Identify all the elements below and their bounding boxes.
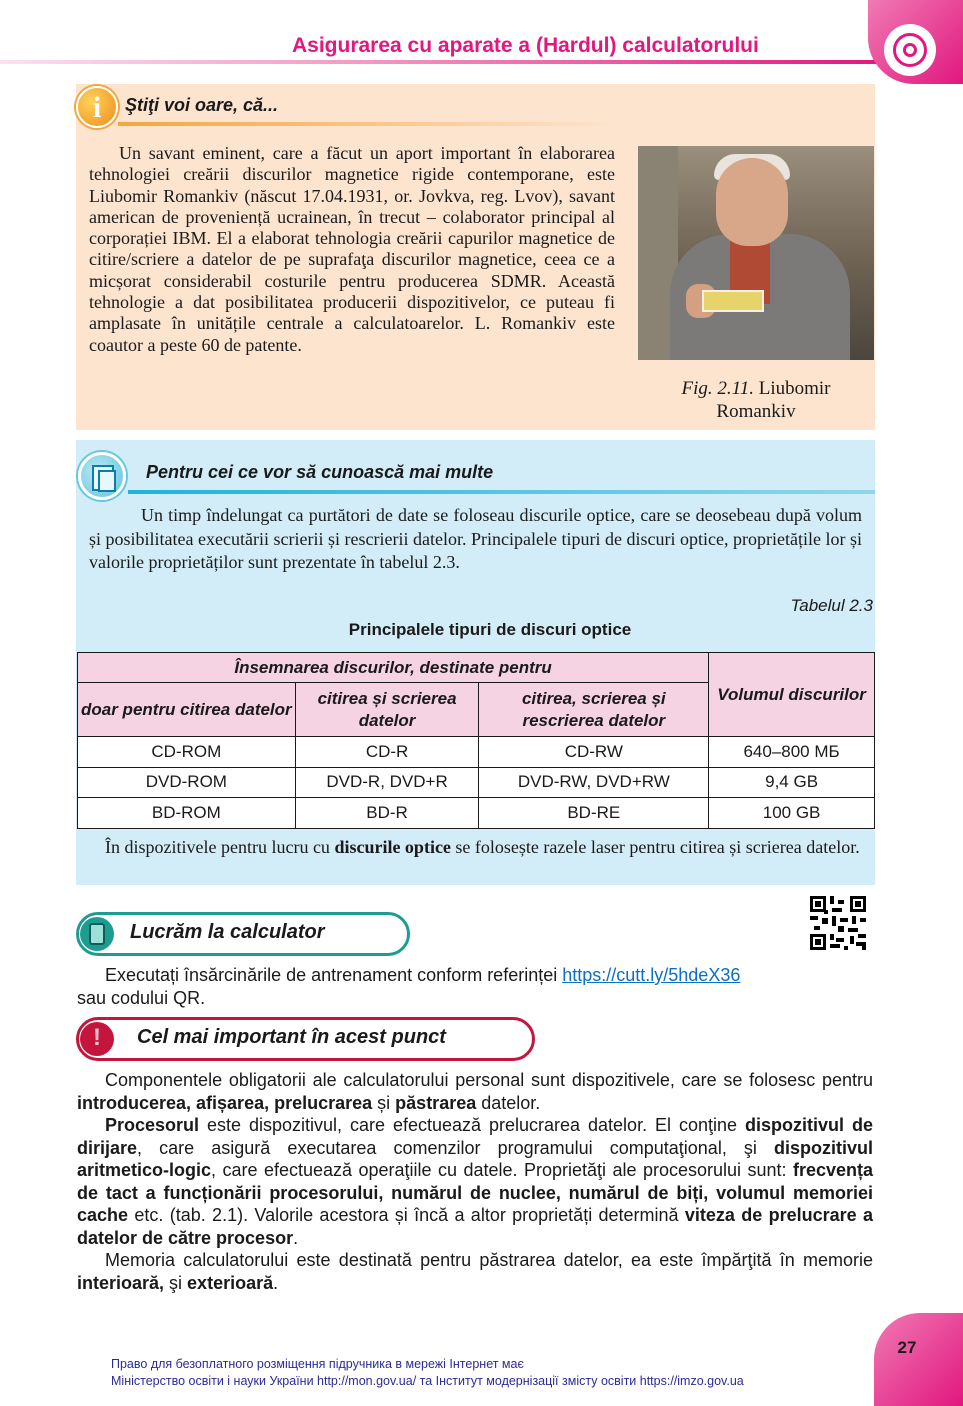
header-rule [0, 60, 878, 64]
info-icon: i [76, 86, 118, 128]
disc-icon [884, 24, 936, 76]
table-number: Tabelul 2.3 [790, 596, 873, 615]
table-cell: CD-ROM [78, 737, 296, 768]
table-cell: BD-RE [479, 798, 709, 829]
page-number-tab [874, 1313, 963, 1406]
footer-line-2: Міністерство освіти і науки України http://mon.gov.ua/ та Інститут модернізації змісту освіти https://imzo.gov.ua [111, 1374, 744, 1388]
did-you-know-text: Un savant eminent, care a făcut un aport important în elaborarea tehnologiei creării discurilor magnetice rigide contemporane, este Liubomir Romankiv (născut 17.04.1931, or. Jovkva, reg. Lvov), savant american de proveniență ucrainean, în trecut – colaborator principal al corporației IBM. El a elaborat tehnologia creării capurilor magnetice de citire/scriere a datelor de pe suprafaţa discurilor magnetice, ceea ce a micșorat considerabil costurile pentru producerea SDMR. Această tehnologie a dat posibilitatea producerii dispozitivelor, ce puteau fi amplasate în unitățile centrale a calculatoarelor. L. Romankiv este coautor a peste 60 de patente. [89, 143, 615, 355]
exercises-link[interactable]: https://cutt.ly/5hdeX36 [562, 965, 741, 985]
table-cell: 640–800 МБ [709, 737, 875, 768]
memory-paragraph: Memoria calculatorului este destinată pentru păstrarea datelor, ea este împărţită în memorie interioară, şi exterioară. [77, 1250, 873, 1293]
table-row [78, 798, 875, 829]
footer-line-1: Право для безоплатного розміщення підручника в мережі Інтернет має [111, 1357, 524, 1371]
table-group-header: Însemnarea discurilor, destinate pentru [78, 653, 709, 683]
figure-label: Fig. 2.11. [681, 378, 754, 399]
optical-discs-note: În dispozitivele pentru lucru cu discurile optice se folosește razele laser pentru citirea și scrierea datelor. [105, 837, 860, 857]
table-cell: DVD-R, DVD+R [295, 767, 479, 798]
work-section-title: Lucrăm la calculator [130, 921, 325, 943]
table-title: Principalele tipuri de discuri optice [348, 620, 632, 639]
work-instructions: Executați însărcinările de antrenament conform referinței https://cutt.ly/5hdeX36 sau codului QR. [77, 965, 741, 1008]
learn-more-rule [128, 490, 875, 494]
exclamation-icon: ! [80, 1022, 114, 1056]
table-cell: DVD-RW, DVD+RW [479, 767, 709, 798]
table-subheader: doar pentru citirea datelor [78, 683, 296, 737]
table-cell: BD-R [295, 798, 479, 829]
figure-caption [640, 377, 872, 423]
table-row [78, 737, 875, 768]
table-cell: 100 GB [709, 798, 875, 829]
did-you-know-title: Ştiţi voi oare, că... [125, 95, 279, 115]
processor-paragraph: Procesorul este dispozitivul, care efectuează prelucrarea datelor. El conţine dispozitivul de dirijare, care asigură executarea comenzilor programului computaţional, şi dispozitivul aritmetico-logic, care efectuează operaţiile cu datele. Proprietăţi ale procesorului sunt: frecvența de tact a funcționării procesorului, numărul de nuclee, numărul de biți, volumul memoriei cache etc. (tab. 2.1). Valorile acestora și încă a altor proprietăți determină viteza de prelucrare a datelor de către procesor. [77, 1115, 874, 1248]
table-row [78, 767, 875, 798]
page-title: Asigurarea cu aparate a (Hardul) calculatorului [292, 34, 759, 57]
table-cell: CD-R [295, 737, 479, 768]
table-cell: CD-RW [479, 737, 709, 768]
optical-discs-table [77, 652, 875, 829]
did-you-know-rule [118, 122, 618, 126]
qr-code-icon[interactable] [810, 896, 866, 950]
romankiv-photo [638, 146, 874, 360]
figure-caption-text: Liubomir Romankiv [716, 378, 831, 422]
book-icon [78, 452, 126, 500]
tablet-icon [80, 917, 114, 951]
table-volume-header: Volumul discurilor [709, 653, 875, 737]
summary-paragraph: Componentele obligatorii ale calculatorului personal sunt dispozitivele, care se folosesc pentru introducerea, afișarea, prelucrarea și păstrarea datelor. [77, 1070, 873, 1113]
table-cell: DVD-ROM [78, 767, 296, 798]
table-subheader: citirea, scrierea și rescrierea datelor [479, 683, 709, 737]
learn-more-text: Un timp îndelungat ca purtători de date se foloseau discurile optice, care se deosebeau după volum și posibilitatea executării scrierii și rescrierii datelor. Principalele tipuri de discuri optice, proprietățile lor și valorile proprietăților sunt prezentate în tabelul 2.3. [89, 505, 862, 572]
learn-more-title: Pentru cei ce vor să cunoască mai multe [146, 462, 494, 482]
table-cell: BD-ROM [78, 798, 296, 829]
table-cell: 9,4 GB [709, 767, 875, 798]
table-subheader: citirea și scrierea datelor [295, 683, 479, 737]
important-section-title: Cel mai important în acest punct [137, 1026, 446, 1048]
page-number: 27 [897, 1338, 917, 1357]
